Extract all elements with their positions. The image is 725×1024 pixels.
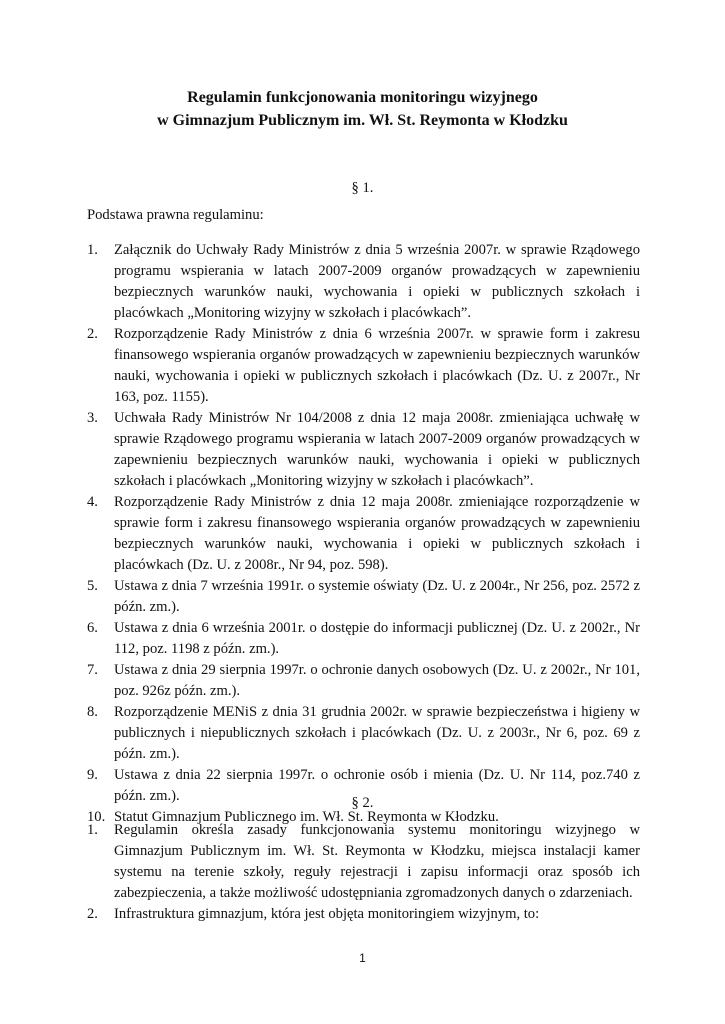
list-item-text: Rozporządzenie Rady Ministrów z dnia 12 maja 2008r. zmieniające rozporządzenie w sprawie form i zakresu finansowego wspierania organów prowadzących w zapewnieniu bezpiecznych warunków nauki, wychowania i opieki w publicznych szkołach i placówkach (Dz. U. z 2008r., Nr 94, poz. 598). <box>114 494 640 573</box>
list-item-text: Ustawa z dnia 29 sierpnia 1997r. o ochronie danych osobowych (Dz. U. z 2002r., Nr 101, poz. 926z późn. zm.). <box>114 662 640 699</box>
list-item-number: 6. <box>87 620 98 636</box>
title-line-2: w Gimnazjum Publicznym im. Wł. St. Reymonta w Kłodzku <box>157 112 568 129</box>
section-1-mark: § 1. <box>351 180 374 196</box>
list-item <box>87 408 640 492</box>
list-item <box>87 904 640 925</box>
list-item-number: 2. <box>87 326 98 342</box>
section-2-list <box>87 820 640 925</box>
list-item-number: 9. <box>87 767 98 783</box>
list-item-text: Ustawa z dnia 7 września 1991r. o systemie oświaty (Dz. U. z 2004r., Nr 256, poz. 2572 z późn. zm.). <box>114 578 640 615</box>
title-line-1: Regulamin funkcjonowania monitoringu wizyjnego <box>187 89 538 106</box>
list-item-number: 1. <box>87 822 98 838</box>
list-item-text: Infrastruktura gimnazjum, która jest objęta monitoringiem wizyjnym, to: <box>114 906 540 922</box>
list-item <box>87 240 640 324</box>
section-2-mark: § 2. <box>351 795 374 811</box>
list-item-text: Rozporządzenie MENiS z dnia 31 grudnia 2002r. w sprawie bezpieczeństwa i higieny w publicznych i niepublicznych szkołach i placówkach (Dz. U. z 2003r., Nr 6, poz. 69 z późn. zm.). <box>114 704 640 762</box>
list-item-number: 1. <box>87 242 98 258</box>
list-item <box>87 618 640 660</box>
list-item-text: Uchwała Rady Ministrów Nr 104/2008 z dnia 12 maja 2008r. zmieniająca uchwałę w sprawie Rządowego programu wspierania w latach 2007-2009 organów prowadzących w zapewnieniu bezpiecznych warunków nauki, wychowania i opieki w publicznych szkołach i placówkach „Monitoring wizyjny w szkołach i placówkach”. <box>114 410 640 489</box>
list-item <box>87 576 640 618</box>
list-item <box>87 324 640 408</box>
list-item-number: 7. <box>87 662 98 678</box>
list-item-number: 2. <box>87 906 98 922</box>
list-item-text: Statut Gimnazjum Publicznego im. Wł. St. Reymonta w Kłodzku. <box>114 809 499 825</box>
list-item-number: 10. <box>87 809 106 825</box>
document-title <box>60 86 665 132</box>
list-item <box>87 660 640 702</box>
list-item <box>87 820 640 904</box>
section-1-intro: Podstawa prawna regulaminu: <box>87 207 264 223</box>
page-number: 1 <box>359 951 366 965</box>
list-item-number: 3. <box>87 410 98 426</box>
list-item-text: Rozporządzenie Rady Ministrów z dnia 6 września 2007r. w sprawie form i zakresu finansowego wspierania organów prowadzących w zapewnieniu bezpiecznych warunków nauki, wychowania i opieki w publicznych szkołach i placówkach (Dz. U. z 2007r., Nr 163, poz. 1155). <box>114 326 640 405</box>
list-item-text: Załącznik do Uchwały Rady Ministrów z dnia 5 września 2007r. w sprawie Rządowego programu wspierania w latach 2007-2009 organów prowadzących w zapewnieniu bezpiecznych warunków nauki, wychowania i opieki w publicznych szkołach i placówkach „Monitoring wizyjny w szkołach i placówkach”. <box>114 242 640 321</box>
list-item-text: Ustawa z dnia 6 września 2001r. o dostępie do informacji publicznej (Dz. U. z 2002r., Nr 112, poz. 1198 z późn. zm.). <box>114 620 640 657</box>
legal-basis-list <box>87 240 640 828</box>
list-item <box>87 492 640 576</box>
list-item-text: Ustawa z dnia 22 sierpnia 1997r. o ochronie osób i mienia (Dz. U. Nr 114, poz.740 z późn. zm.). <box>114 767 640 804</box>
list-item-number: 4. <box>87 494 98 510</box>
list-item-number: 8. <box>87 704 98 720</box>
list-item-text: Regulamin określa zasady funkcjonowania systemu monitoringu wizyjnego w Gimnazjum Publicznym im. Wł. St. Reymonta w Kłodzku, miejsca instalacji kamer systemu na terenie szkoły, reguły rejestracji i zapisu informacji oraz sposób ich zabezpieczenia, a także możliwość udostępniania zgromadzonych danych o zdarzeniach. <box>114 822 640 901</box>
list-item <box>87 702 640 765</box>
list-item-number: 5. <box>87 578 98 594</box>
